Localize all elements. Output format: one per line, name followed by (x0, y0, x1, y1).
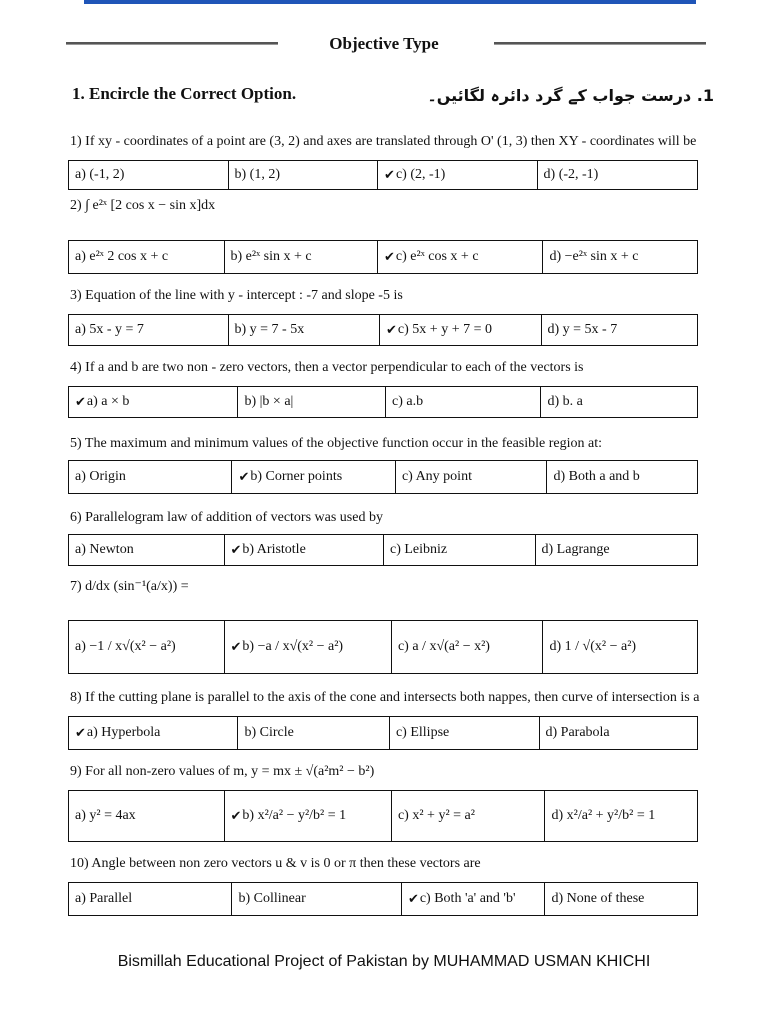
options-row-4 (68, 386, 698, 418)
option-7c[interactable]: c) a / x√(a² − x²) (392, 621, 544, 673)
checkmark-icon: ✔ (238, 469, 250, 485)
option-9d[interactable]: d) x²/a² + y²/b² = 1 (551, 808, 656, 823)
options-row-7 (68, 620, 698, 674)
option-5d[interactable]: d) Both a and b (553, 469, 640, 484)
option-1d[interactable]: d) (-2, -1) (543, 167, 599, 182)
option-4d[interactable]: d) b. a (547, 394, 583, 409)
checkmark-icon: ✔ (75, 394, 86, 410)
checkmark-icon: ✔ (407, 891, 419, 907)
question-1: 1) If xy - coordinates of a point are (3, 2) and axes are translated through O' (1, 3) then XY - coordinates will be (70, 134, 697, 149)
option-9b[interactable]: ✔ b) x²/a² − y²/b² = 1 (225, 791, 392, 841)
options-row-3 (68, 314, 698, 346)
option-10d[interactable]: d) None of these (551, 891, 645, 906)
option-3d[interactable]: d) y = 5x - 7 (547, 322, 618, 337)
checkmark-icon: ✔ (230, 808, 242, 824)
page-header (0, 34, 768, 58)
checkmark-icon: ✔ (230, 639, 242, 655)
option-4c[interactable]: c) a.b (386, 387, 542, 417)
question-3: 3) Equation of the line with y - intercept : -7 and slope -5 is (70, 288, 403, 303)
option-3c[interactable]: ✔ c) 5x + y + 7 = 0 (380, 315, 541, 345)
option-2a[interactable]: a) e²ˣ 2 cos x + c (69, 241, 225, 273)
question-2: 2) ∫ e²ˣ [2 cos x − sin x]dx (70, 198, 216, 213)
section-title: 1. Encircle the Correct Option. (72, 84, 297, 103)
options-row-1 (68, 160, 698, 190)
option-6b[interactable]: ✔ b) Aristotle (225, 535, 385, 565)
option-8d[interactable]: d) Parabola (545, 725, 610, 740)
question-4: 4) If a and b are two non - zero vectors, then a vector perpendicular to each of the vectors is (70, 360, 584, 375)
checkmark-icon: ✔ (386, 322, 397, 338)
options-row-10 (68, 882, 698, 916)
option-4a[interactable]: ✔ a) a × b (69, 387, 238, 417)
question-8: 8) If the cutting plane is parallel to the axis of the cone and intersects both nappes, then curve of intersection is a (70, 690, 700, 705)
option-3a[interactable]: a) 5x - y = 7 (69, 315, 229, 345)
option-5c[interactable]: c) Any point (396, 461, 548, 493)
options-row-8 (68, 716, 698, 750)
header-rule-right (494, 42, 706, 45)
option-1a[interactable]: a) (-1, 2) (69, 161, 229, 189)
checkmark-icon: ✔ (230, 542, 242, 558)
option-5a[interactable]: a) Origin (69, 461, 232, 493)
page-footer: Bismillah Educational Project of Pakistan by MUHAMMAD USMAN KHICHI (117, 953, 651, 970)
option-7b[interactable]: ✔ b) −a / x√(x² − a²) (225, 621, 392, 673)
option-2c[interactable]: ✔ c) e²ˣ cos x + c (378, 241, 543, 273)
option-8a[interactable]: ✔ a) Hyperbola (69, 717, 238, 749)
question-10: 10) Angle between non zero vectors u & v is 0 or π then these vectors are (70, 856, 481, 871)
option-6d[interactable]: d) Lagrange (541, 542, 610, 557)
options-row-2 (68, 240, 698, 274)
top-accent-bar (84, 0, 696, 4)
option-1b[interactable]: b) (1, 2) (229, 161, 379, 189)
question-6: 6) Parallelogram law of addition of vectors was used by (70, 510, 383, 525)
option-1c[interactable]: ✔ c) (2, -1) (378, 161, 538, 189)
question-7: 7) d/dx (sin⁻¹(a/x)) = (70, 579, 189, 594)
option-3b[interactable]: b) y = 7 - 5x (229, 315, 381, 345)
options-row-6 (68, 534, 698, 566)
question-9: 9) For all non-zero values of m, y = mx ± √(a²m² − b²) (70, 764, 375, 779)
option-8b[interactable]: b) Circle (238, 717, 390, 749)
options-row-9 (68, 790, 698, 842)
option-7a[interactable]: a) −1 / x√(x² − a²) (69, 621, 225, 673)
question-5: 5) The maximum and minimum values of the objective function occur in the feasible region at: (70, 436, 602, 451)
option-10a[interactable]: a) Parallel (69, 883, 232, 915)
option-2d[interactable]: d) −e²ˣ sin x + c (549, 249, 639, 264)
options-row-5 (68, 460, 698, 494)
option-4b[interactable]: b) |b × a| (238, 387, 386, 417)
page-title: Objective Type (329, 34, 439, 53)
option-5b[interactable]: ✔ b) Corner points (232, 461, 395, 493)
option-9c[interactable]: c) x² + y² = a² (392, 791, 546, 841)
checkmark-icon: ✔ (384, 167, 395, 183)
checkmark-icon: ✔ (384, 249, 395, 265)
option-6c[interactable]: c) Leibniz (384, 535, 536, 565)
option-10c[interactable]: ✔ c) Both 'a' and 'b' (402, 883, 546, 915)
checkmark-icon: ✔ (75, 725, 86, 741)
option-6a[interactable]: a) Newton (69, 535, 225, 565)
option-10b[interactable]: b) Collinear (232, 883, 401, 915)
section-title-urdu: 1. درست جواب کے گرد دائرہ لگائیں۔ (427, 86, 714, 105)
option-9a[interactable]: a) y² = 4ax (69, 791, 225, 841)
option-2b[interactable]: b) e²ˣ sin x + c (225, 241, 379, 273)
option-7d[interactable]: d) 1 / √(x² − a²) (549, 639, 637, 654)
option-8c[interactable]: c) Ellipse (390, 717, 540, 749)
